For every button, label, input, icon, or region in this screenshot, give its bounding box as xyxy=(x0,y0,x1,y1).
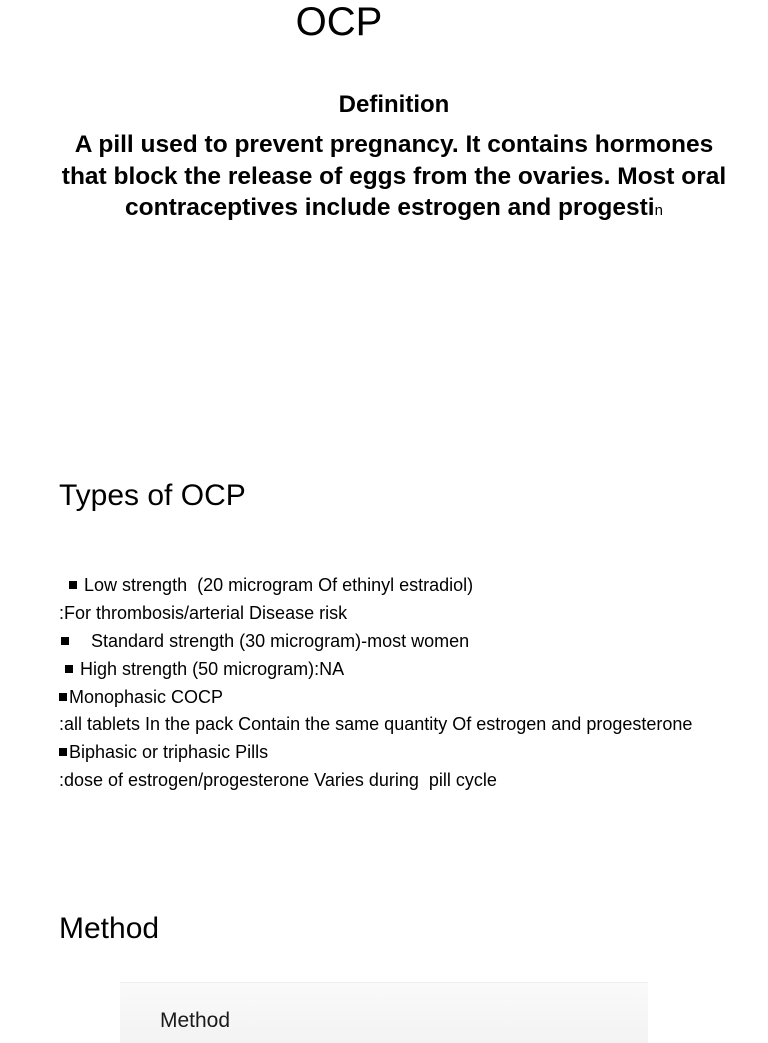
page-title: OCP xyxy=(295,0,383,44)
list-item-text: Monophasic COCP xyxy=(69,687,224,707)
square-bullet-icon xyxy=(59,748,67,756)
square-bullet-icon xyxy=(59,693,67,701)
list-item-text: Low strength (20 microgram Of ethinyl estradiol) xyxy=(84,575,474,595)
list-item xyxy=(59,715,719,734)
list-item-text: High strength (50 microgram):NA xyxy=(80,659,345,679)
list-item xyxy=(59,603,719,623)
types-heading: Types of OCP xyxy=(59,479,246,512)
list-item xyxy=(59,687,719,707)
square-bullet-icon xyxy=(61,637,69,645)
definition-main-text: A pill used to prevent pregnancy. It contains hormones that block the release of eggs from the ovaries. Most oral contraceptives include estrogen and progesti xyxy=(61,131,727,221)
definition-text xyxy=(52,129,736,227)
list-item-text: :all tablets In the pack Contain the same quantity Of estrogen and progesterone xyxy=(59,714,693,734)
definition-tail-text: n xyxy=(654,202,663,219)
square-bullet-icon xyxy=(69,581,77,589)
list-item xyxy=(59,742,719,762)
types-list xyxy=(59,575,719,798)
method-image-caption: Method xyxy=(160,1009,231,1032)
square-bullet-icon xyxy=(65,665,73,673)
list-item-text: Standard strength (30 microgram)-most women xyxy=(81,631,470,651)
list-item-text: Biphasic or triphasic Pills xyxy=(69,742,269,762)
list-item-text: :For thrombosis/arterial Disease risk xyxy=(59,603,348,623)
method-image xyxy=(120,982,648,1043)
list-item xyxy=(59,575,719,595)
list-item xyxy=(59,770,719,790)
list-item xyxy=(59,659,719,679)
definition-heading: Definition xyxy=(338,91,450,118)
method-heading: Method xyxy=(59,912,160,945)
list-item xyxy=(59,631,719,651)
list-item-text: :dose of estrogen/progesterone Varies during pill cycle xyxy=(59,770,497,790)
